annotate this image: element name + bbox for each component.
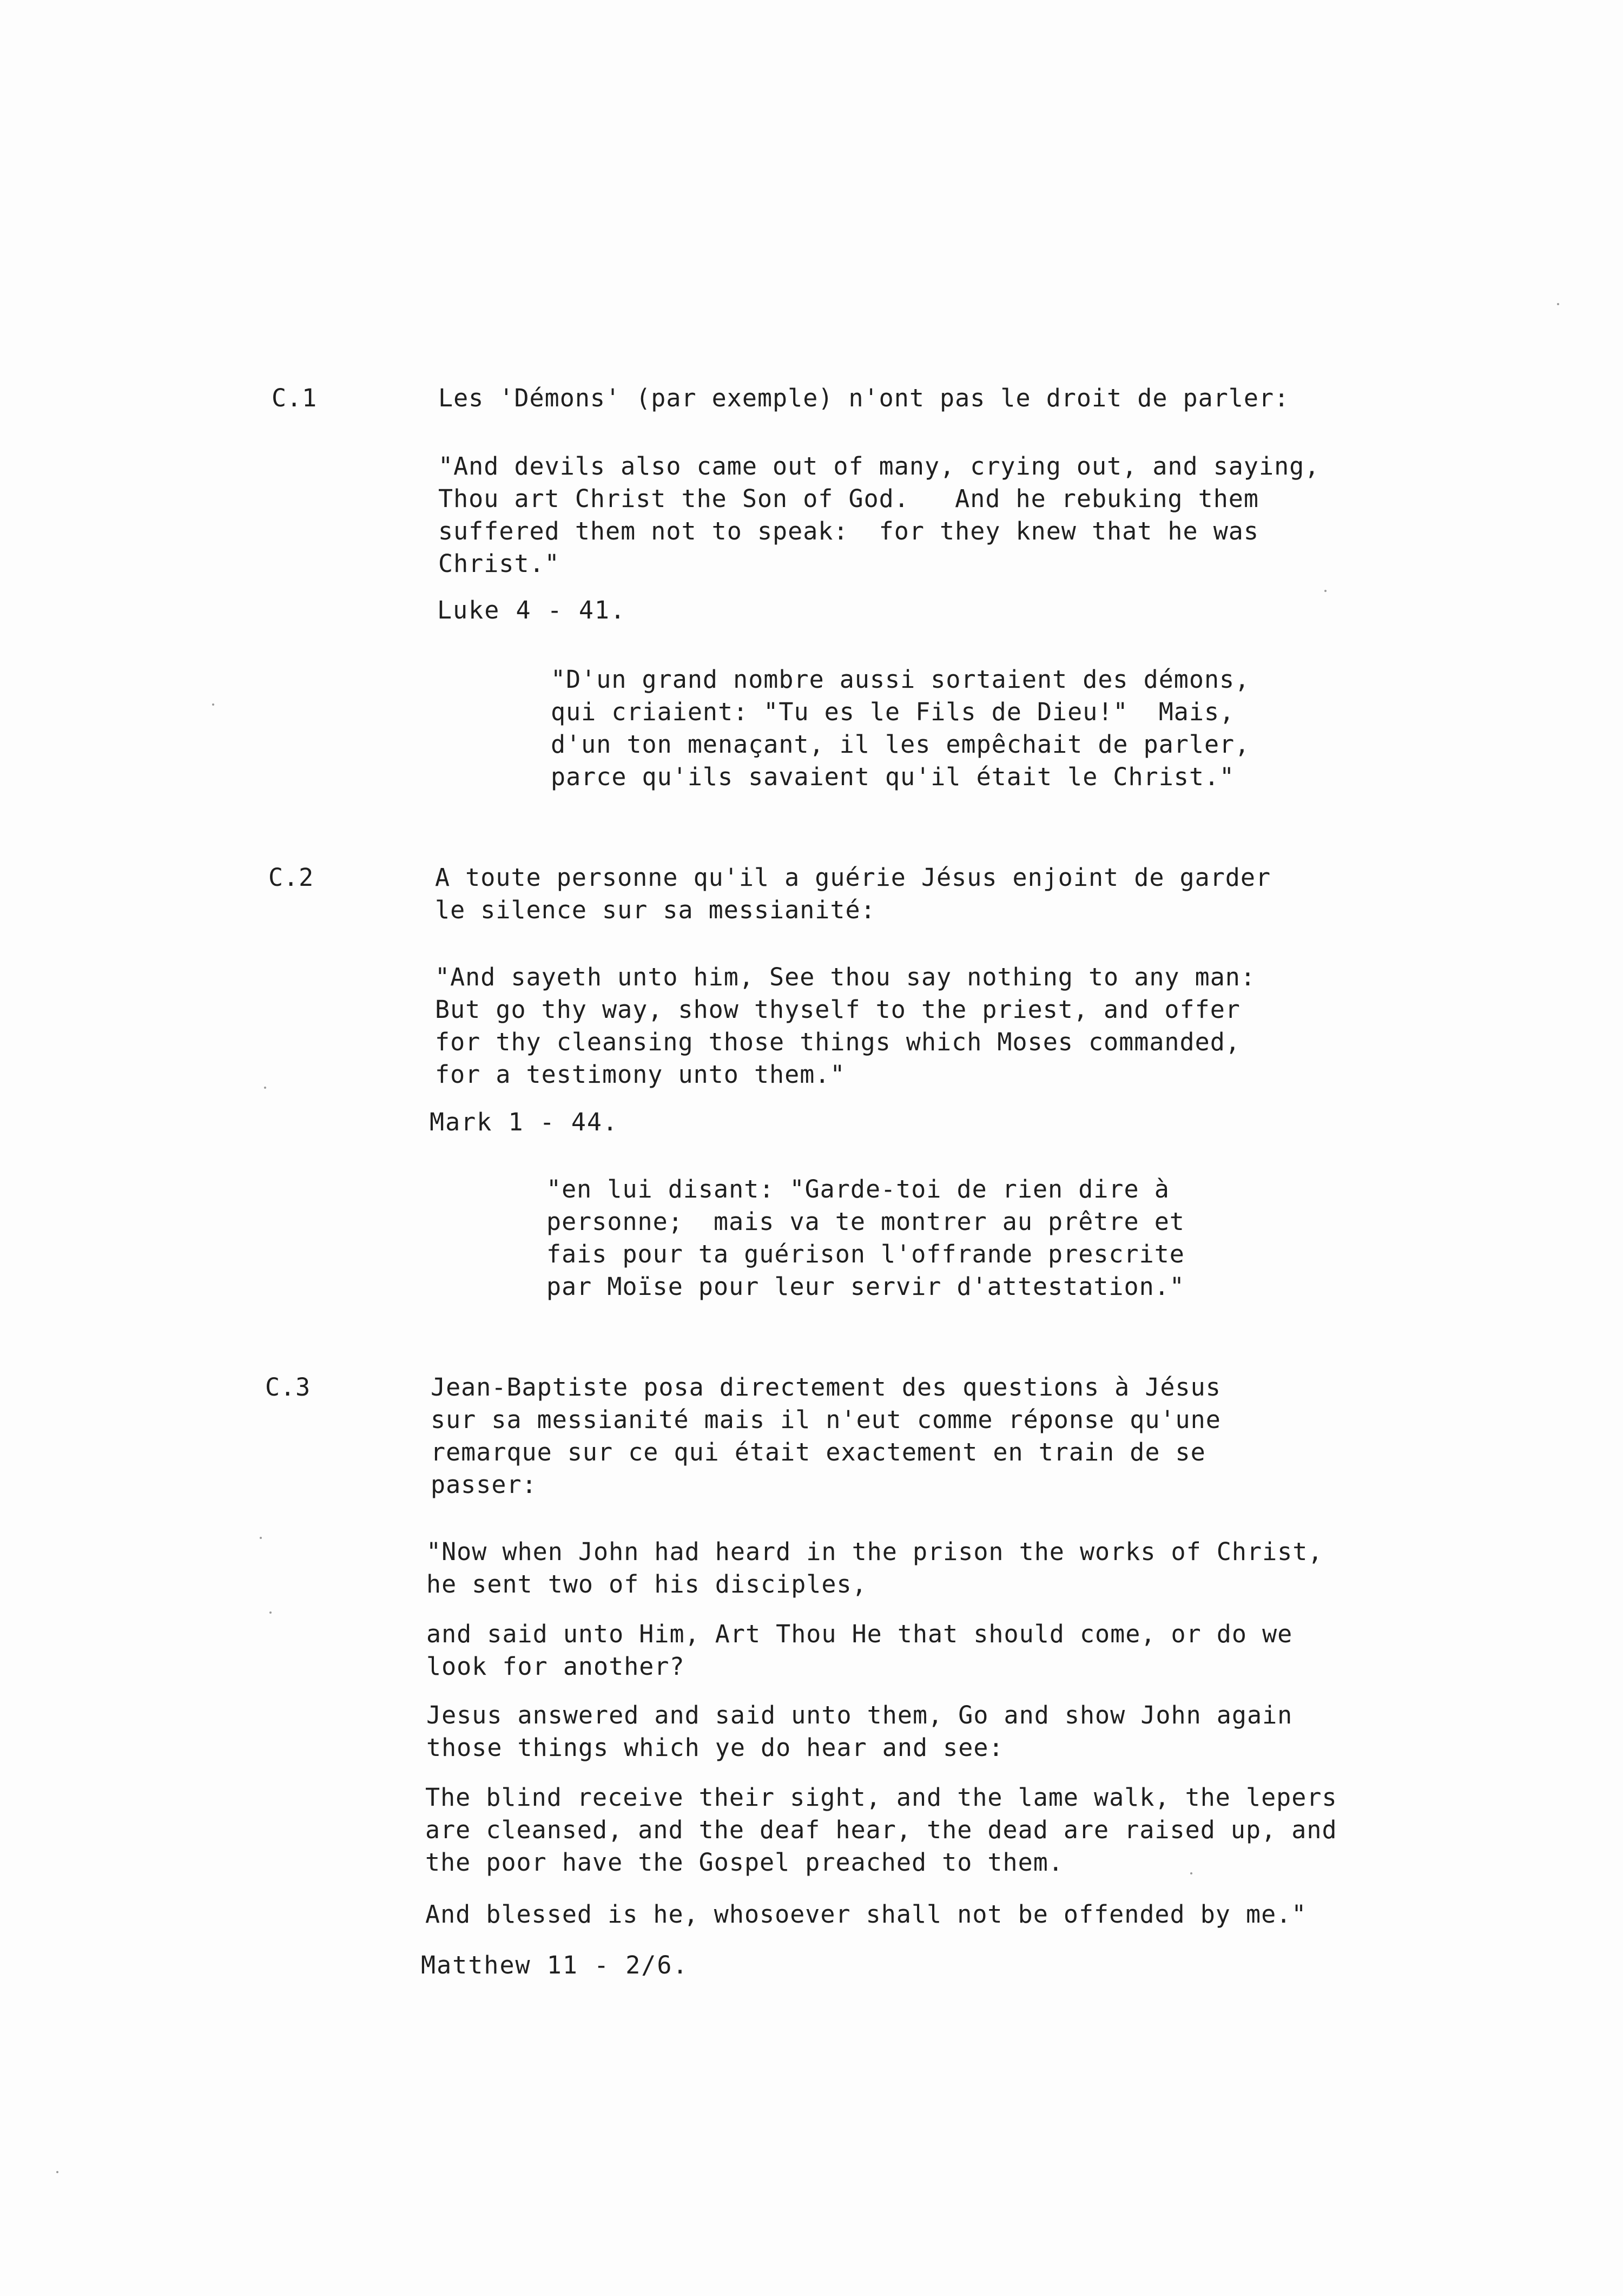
scripture-reference-c1: Luke 4 - 41. [437,596,626,624]
section-intro-c1: Les 'Démons' (par exemple) n'ont pas le droit de parler: [438,384,1290,412]
quote-paragraph: And blessed is he, whosoever shall not be offended by me." [425,1900,1307,1929]
scripture-reference-c3: Matthew 11 - 2/6. [421,1951,689,1979]
quote-english-c2: "And sayeth unto him, See thou say nothing to any man: But go thy way, show thyself to the priest, and offer for thy cleansing those things which Moses commanded, for a testimony unto them." [435,963,1256,1089]
quote-french-c2: "en lui disant: "Garde-toi de rien dire à personne; mais va te montrer au prêtre et fais pour ta guérison l'offrande prescrite par Moïse pour leur servir d'attestation." [546,1175,1185,1301]
quote-french-c1: "D'un grand nombre aussi sortaient des démons, qui criaient: "Tu es le Fils de Dieu!" Mais, d'un ton menaçant, il les empêchait de parler, parce qu'ils savaient qu'il était le Christ." [551,665,1250,791]
section-intro-c2: A toute personne qu'il a guérie Jésus enjoint de garder le silence sur sa messianité: [435,863,1271,924]
quote-paragraph: Jesus answered and said unto them, Go and show John again those things which ye do hear and see: [426,1701,1293,1762]
section-label-c1: C.1 [272,384,318,412]
scan-speck [1190,1872,1192,1874]
scan-speck [56,2171,58,2173]
scan-speck [264,1087,266,1089]
scan-speck [260,1537,262,1539]
section-label-c2: C.2 [268,863,314,892]
scan-speck [1557,303,1559,305]
quote-english-c1: "And devils also came out of many, crying out, and saying, Thou art Christ the Son of God. And he rebuking them suffered them not to speak: for they knew that he was Christ." [438,452,1320,578]
quote-paragraph: The blind receive their sight, and the lame walk, the lepers are cleansed, and the deaf hear, the dead are raised up, and the poor have the Gospel preached to them. [425,1783,1337,1877]
scan-speck [269,1611,272,1614]
section-intro-c3: Jean-Baptiste posa directement des questions à Jésus sur sa messianité mais il n'eut comme réponse qu'une remarque sur ce qui était exactement en train de se passer: [431,1373,1221,1499]
section-label-c3: C.3 [265,1373,311,1402]
quote-paragraph: "Now when John had heard in the prison the works of Christ, he sent two of his disciples, [426,1537,1323,1598]
quote-paragraph: and said unto Him, Art Thou He that should come, or do we look for another? [426,1620,1293,1681]
scripture-reference-c2: Mark 1 - 44. [430,1108,619,1136]
scan-speck [1324,590,1327,592]
scan-speck [212,703,214,706]
